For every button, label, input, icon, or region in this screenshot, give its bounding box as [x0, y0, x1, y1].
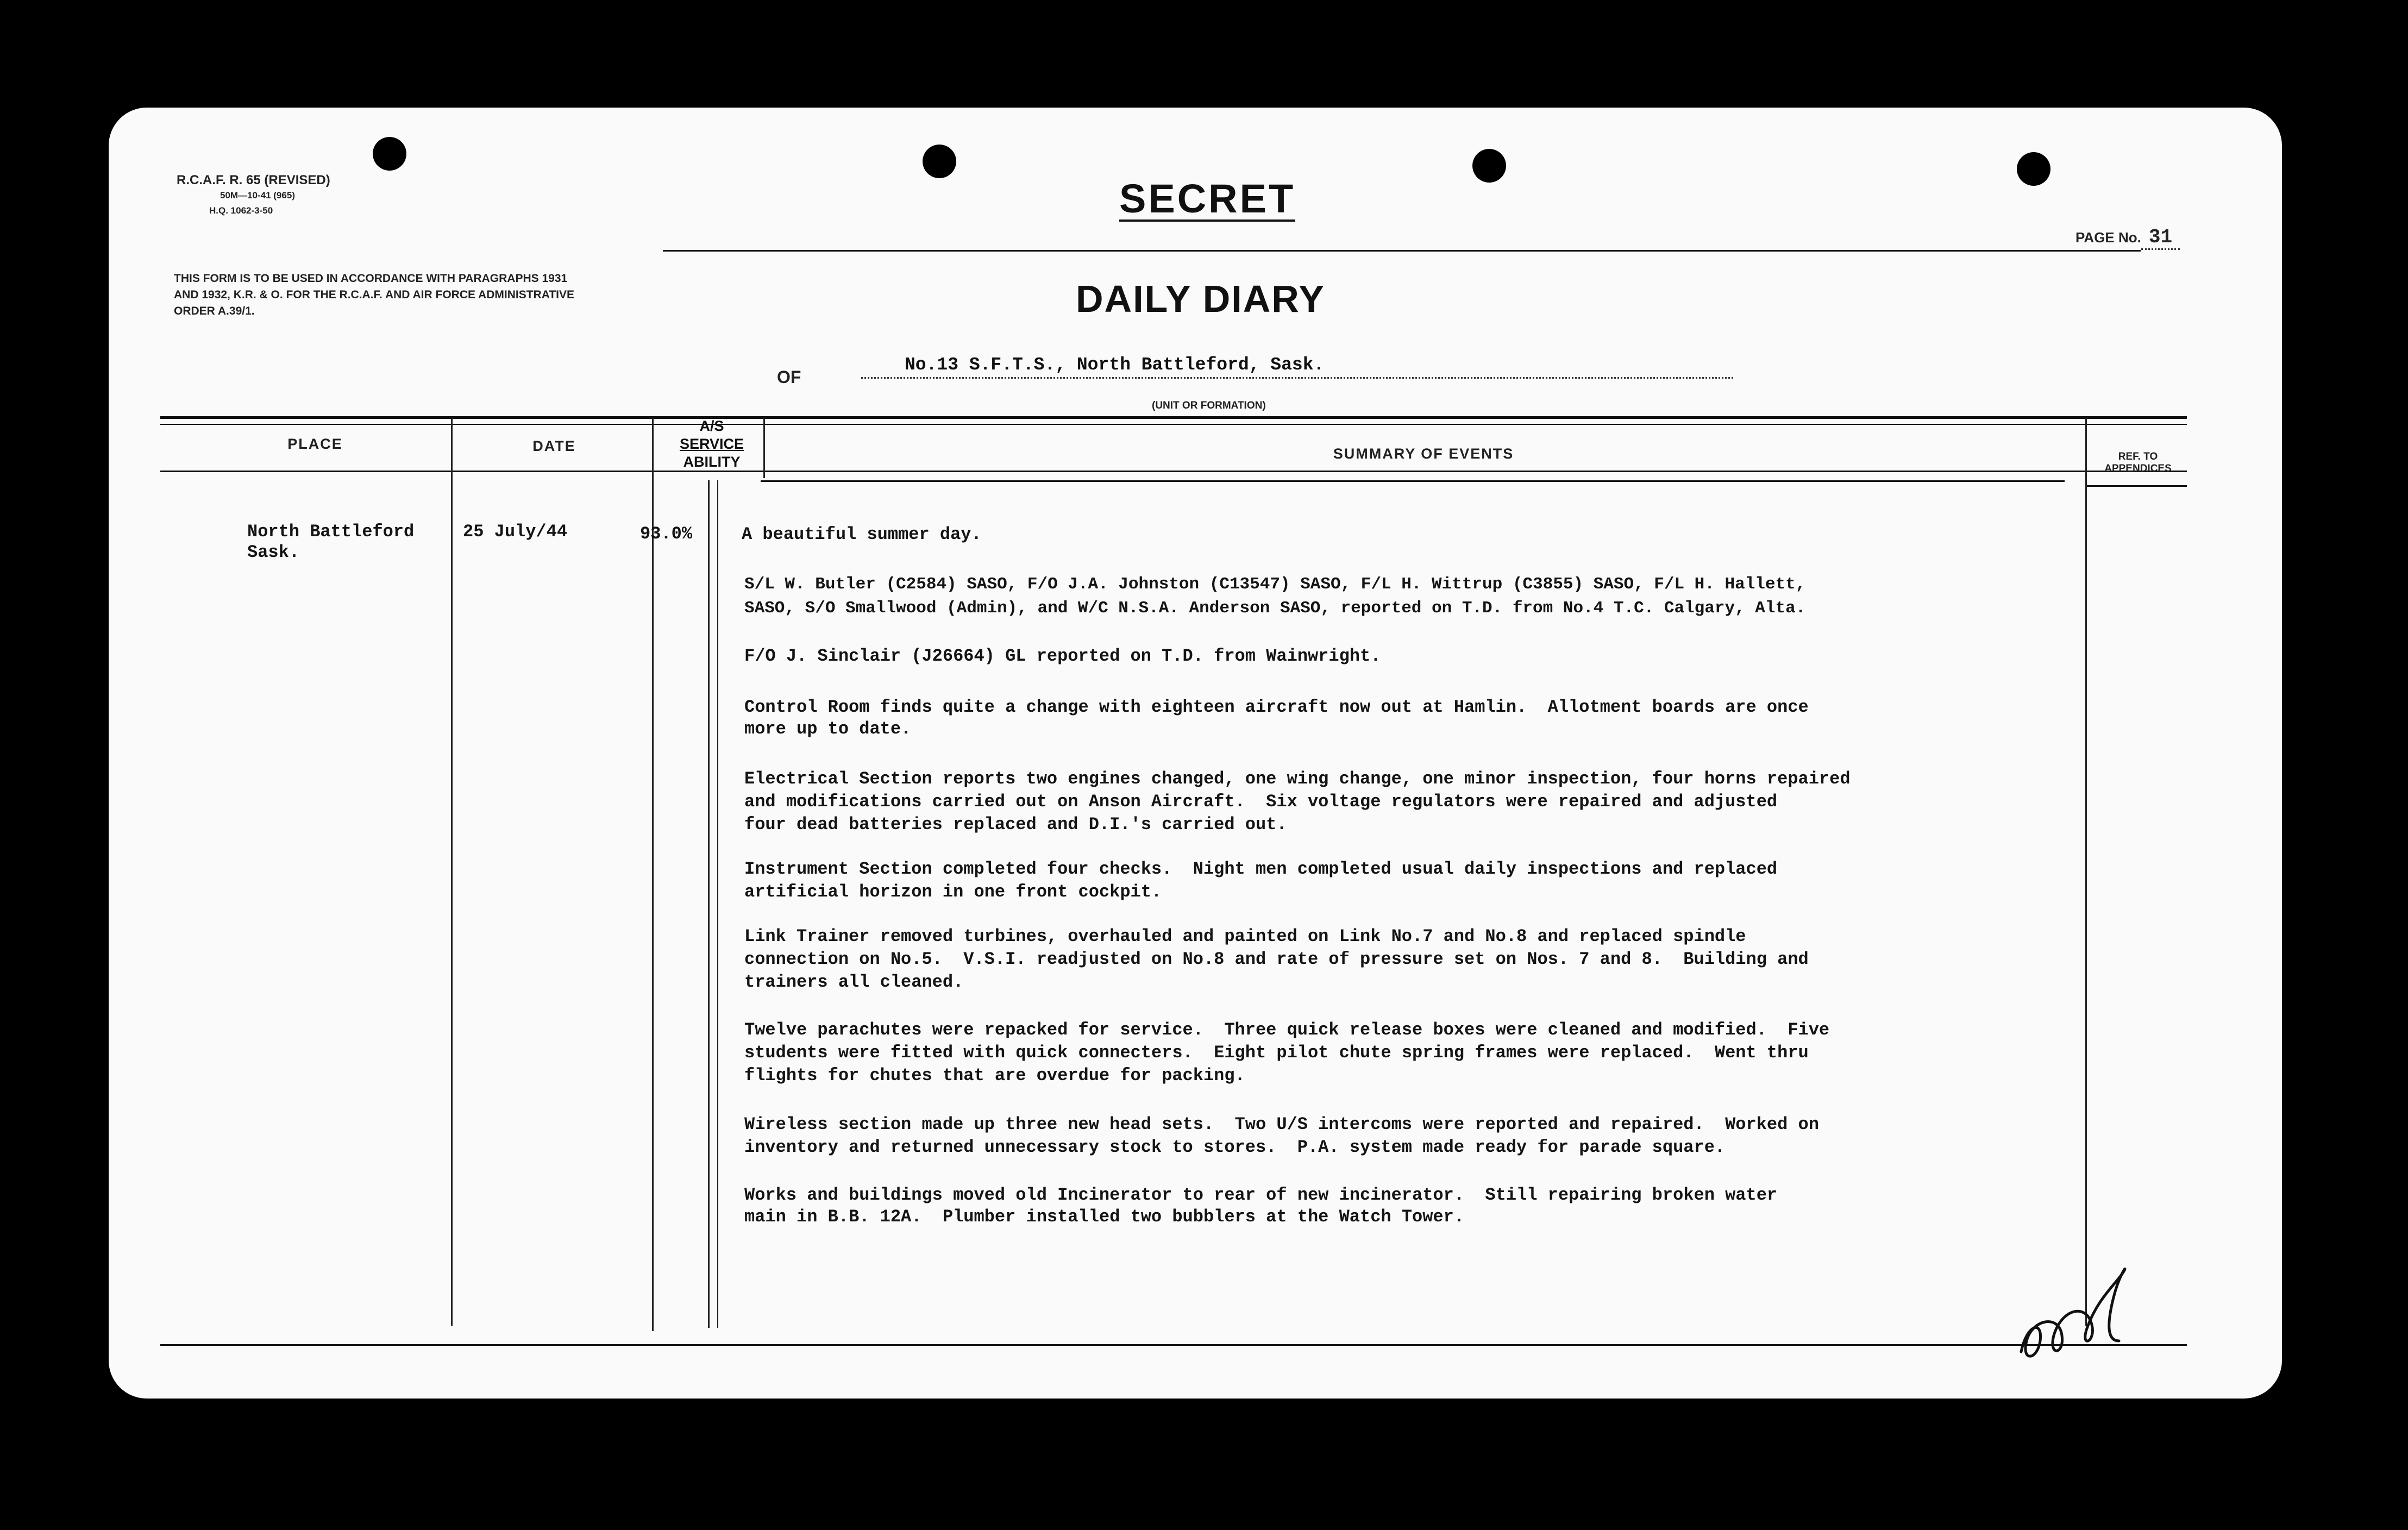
- ref-header-rule: [2086, 485, 2187, 487]
- summary-line: more up to date.: [744, 719, 912, 739]
- summary-line: trainers all cleaned.: [744, 972, 964, 992]
- handwritten-signature: [2010, 1259, 2152, 1368]
- page-title: DAILY DIARY: [1076, 278, 1325, 320]
- date-header: DATE: [532, 438, 576, 454]
- summary-line: Link Trainer removed turbines, overhauled and painted on Link No.7 and No.8 and replaced spindle: [744, 926, 1746, 946]
- form-ref-line3: H.Q. 1062-3-50: [209, 205, 273, 216]
- summary-line: SASO, S/O Smallwood (Admin), and W/C N.S.A. Anderson SASO, reported on T.D. from No.4 T.C. Calgary, Alta.: [744, 599, 1806, 618]
- summary-line: Instrument Section completed four checks. Night men completed usual daily inspections and replaced: [744, 859, 1778, 879]
- page-number: [2075, 226, 2180, 248]
- ref-header-2: APPENDICES: [2104, 463, 2172, 474]
- place-line1: North Battleford: [247, 522, 415, 542]
- of-label: OF: [777, 367, 801, 387]
- summary-line: Works and buildings moved old Incinerator to rear of new incinerator. Still repairing broken water: [744, 1185, 1778, 1205]
- form-ref-line2: 50M—10-41 (965): [220, 190, 295, 200]
- table-top-rule: [160, 416, 2187, 419]
- unit-field: No.13 S.F.T.S., North Battleford, Sask.: [861, 355, 1733, 379]
- form-ref-line1: R.C.A.F. R. 65 (REVISED): [177, 173, 330, 187]
- summary-line: S/L W. Butler (C2584) SASO, F/O J.A. Johnston (C13547) SASO, F/L H. Wittrup (C3855) SASO, F/L H. Hallett,: [744, 575, 1806, 594]
- ref-appendices-header: [2092, 451, 2184, 475]
- header-inner-rule: [761, 480, 2065, 482]
- secret-stamp: SECRET: [1119, 176, 1296, 221]
- summary-line: students were fitted with quick connecters. Eight pilot chute spring frames were replaced. Went thru: [744, 1043, 1809, 1063]
- unit-caption: (UNIT OR FORMATION): [1152, 400, 1266, 411]
- svc-header-3: ABILITY: [683, 454, 741, 470]
- svc-header-1: A/S: [699, 418, 724, 434]
- punch-hole: [2017, 152, 2050, 186]
- date-cell: 25 July/44: [463, 522, 568, 542]
- summary-line: flights for chutes that are overdue for packing.: [744, 1065, 1245, 1086]
- table-bottom-rule: [160, 1344, 2187, 1346]
- column-divider: [2085, 418, 2087, 1326]
- summary-line: artificial horizon in one front cockpit.: [744, 882, 1162, 902]
- form-instructions: THIS FORM IS TO BE USED IN ACCORDANCE WITH PARAGRAPHS 1931 AND 1932, K.R. & O. FOR THE R.C.A.F. AND AIR FORCE ADMINISTRATIVE ORDER A.39/1.: [174, 272, 574, 317]
- place-header: PLACE: [287, 436, 343, 452]
- form-reference: [177, 173, 330, 218]
- diary-form-page: [109, 108, 2282, 1399]
- summary-line: four dead batteries replaced and D.I.'s carried out.: [744, 814, 1287, 835]
- header-rule: [663, 250, 2141, 252]
- column-divider: [717, 480, 718, 1328]
- page-number-value: 31: [2141, 226, 2180, 250]
- page-label: PAGE No.: [2075, 229, 2141, 246]
- place-line2: Sask.: [247, 542, 300, 562]
- summary-line: connection on No.5. V.S.I. readjusted on No.8 and rate of pressure set on Nos. 7 and 8. Building and: [744, 949, 1809, 969]
- svc-header-2: SERVICE: [679, 436, 744, 452]
- summary-line: Control Room finds quite a change with eighteen aircraft now out at Hamlin. Allotment boards are once: [744, 697, 1809, 717]
- summary-line: F/O J. Sinclair (J26664) GL reported on T.D. from Wainwright.: [744, 646, 1381, 666]
- ref-header-1: REF. TO: [2118, 451, 2158, 462]
- serviceability-header: [663, 417, 761, 471]
- summary-line: Wireless section made up three new head sets. Two U/S intercoms were reported and repaired. Worked on: [744, 1114, 1819, 1134]
- place-cell: [247, 522, 414, 563]
- column-divider: [652, 418, 654, 1331]
- column-divider: [763, 418, 765, 478]
- column-divider: [708, 480, 710, 1328]
- punch-hole: [373, 137, 406, 171]
- summary-line: Twelve parachutes were repacked for service. Three quick release boxes were cleaned and modified. Five: [744, 1020, 1830, 1040]
- summary-line: Electrical Section reports two engines changed, one wing change, one minor inspection, four horns repaired: [744, 769, 1851, 789]
- summary-line: inventory and returned unnecessary stock to stores. P.A. system made ready for parade square.: [744, 1137, 1726, 1157]
- serviceability-cell: 93.0%: [640, 524, 693, 544]
- summary-header: SUMMARY OF EVENTS: [1333, 446, 1514, 462]
- punch-hole: [1472, 149, 1506, 183]
- column-divider: [451, 418, 453, 1326]
- summary-line: and modifications carried out on Anson Aircraft. Six voltage regulators were repaired and adjusted: [744, 792, 1778, 812]
- punch-hole: [923, 145, 956, 178]
- summary-line: A beautiful summer day.: [742, 524, 982, 544]
- header-bottom-rule: [160, 471, 2187, 472]
- table-top-rule-thin: [160, 424, 2187, 425]
- summary-line: main in B.B. 12A. Plumber installed two bubblers at the Watch Tower.: [744, 1207, 1465, 1227]
